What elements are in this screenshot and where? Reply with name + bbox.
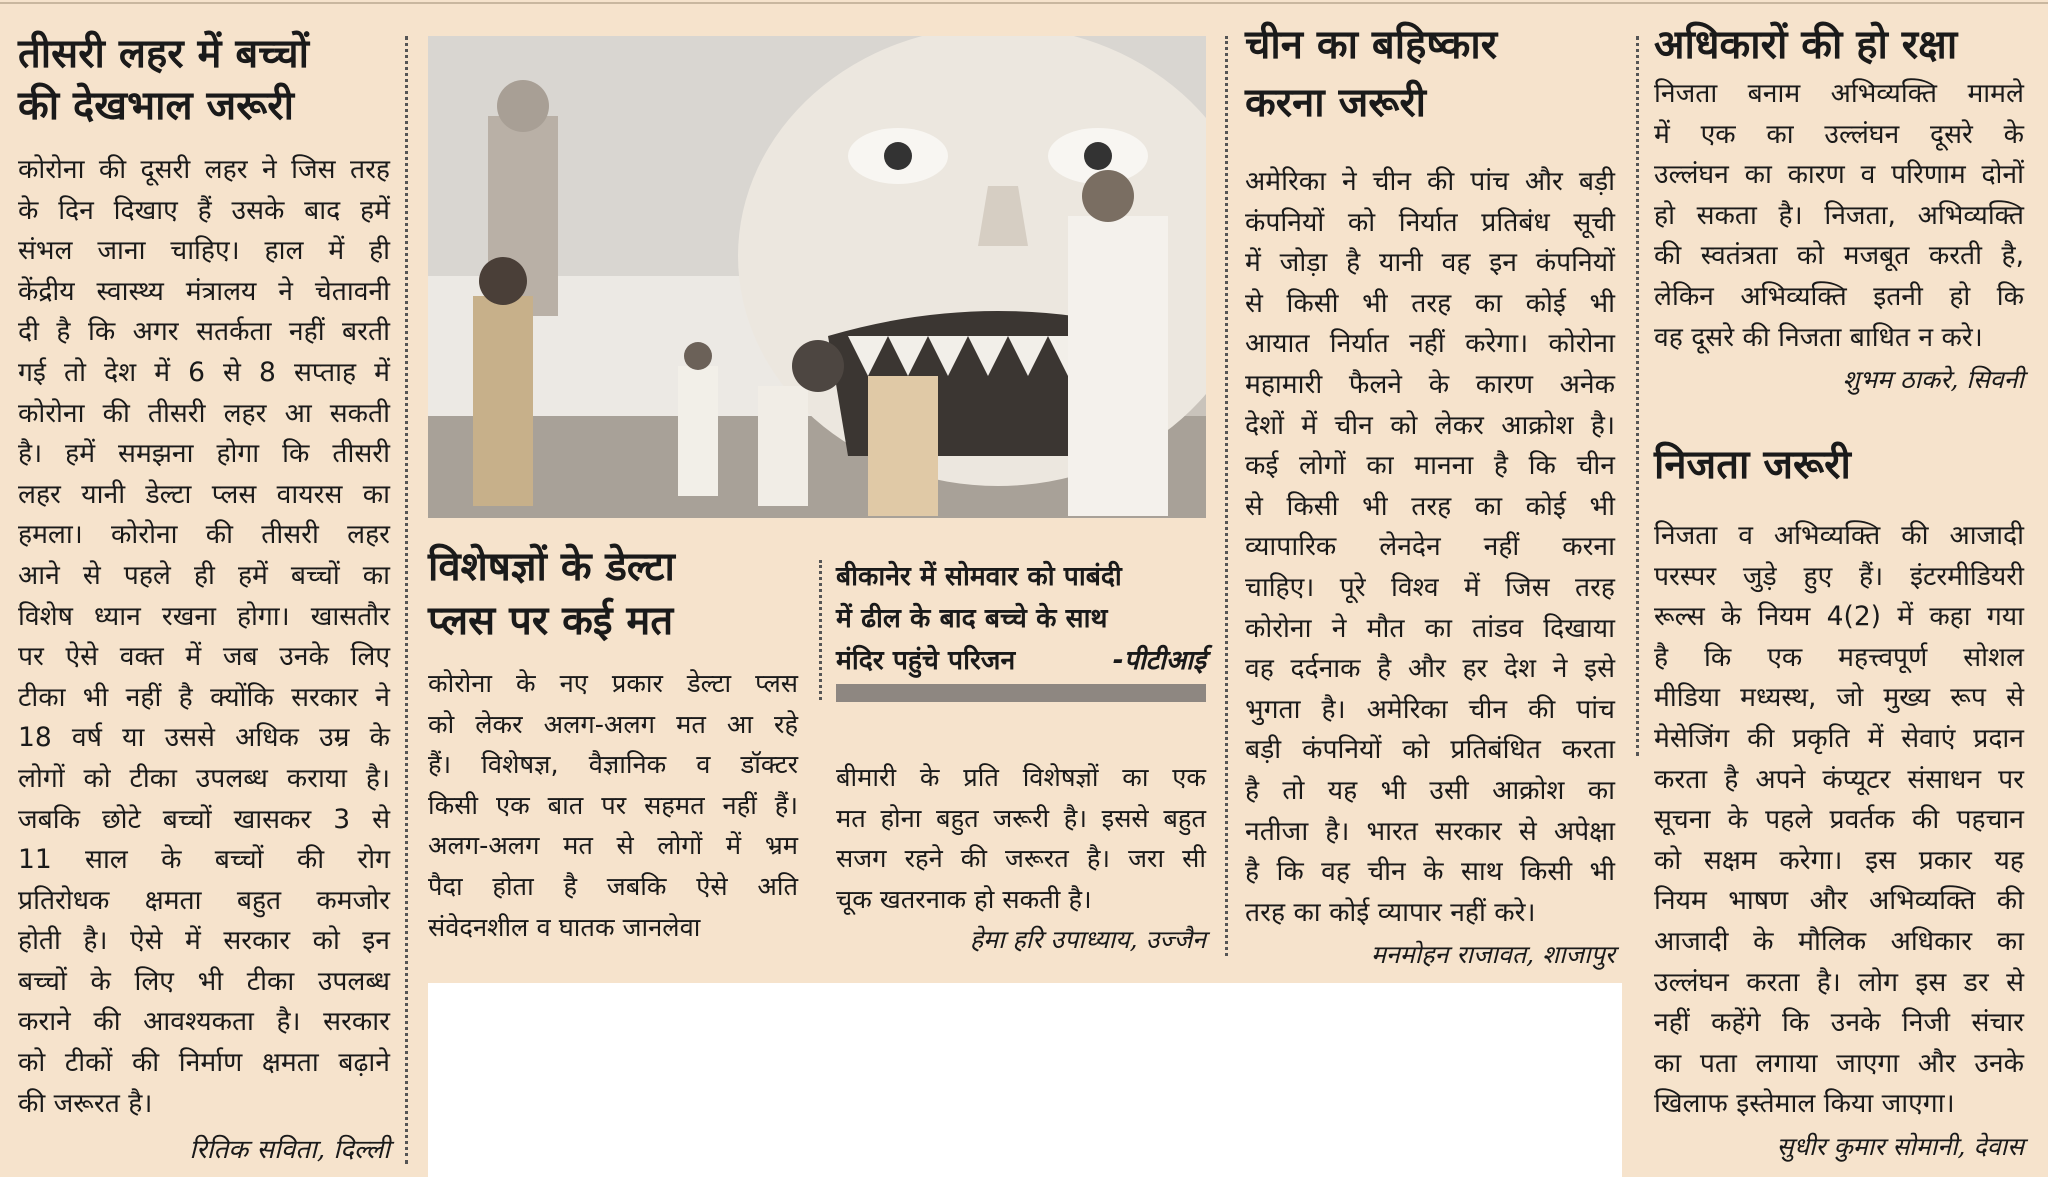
headline-line: करना जरूरी [1245,80,1427,126]
text-line: अलग-अलग मत से लोगों में भ्रम [428,831,798,862]
letter-delta-plus-body-right [836,758,1206,920]
text-line: खिलाफ इस्तेमाल किया जाएगा। [1654,1088,1955,1120]
headline-line: चीन का बहिष्कार [1245,22,1498,68]
text-line: रूल्स के नियम 4(2) में कहा गया [1654,601,2024,633]
text-line: कई लोगों का मानना है कि चीन [1245,450,1615,482]
column-divider [405,36,408,1164]
text-line: कराने की आवश्यकता है। सरकार [18,1006,390,1038]
letter-privacy-needed-headline: निजता जरूरी [1654,442,1851,488]
column-divider [1225,36,1228,956]
text-line: कंपनियों को निर्यात प्रतिबंध सूची [1245,206,1615,238]
text-line: आजादी के मौलिक अधिकार का [1654,925,2024,957]
text-line: प्रतिरोधक क्षमता बहुत कमजोर [18,884,390,916]
text-line: बड़ी कंपनियों को प्रतिबंधित करता [1245,734,1615,766]
text-line: में जोड़ा है यानी वह इन कंपनियों [1245,247,1615,279]
byline: मनमोहन राजावत, शाजापुर [1370,940,1615,970]
text-line: निजता व अभिव्यक्ति की आजादी [1654,520,2024,551]
caption-line: मंदिर पहुंचे परिजन [836,645,1016,676]
text-line: को सक्षम करेगा। इस प्रकार यह [1654,844,2024,876]
text-line: करता है अपने कंप्यूटर संसाधन पर [1654,763,2024,795]
text-line: मत होना बहुत जरूरी है। इससे बहुत [836,803,1206,834]
letter-boycott-china-headline [1245,16,1615,132]
text-line: में एक का उल्लंघन दूसरे के [1654,118,2024,150]
text-line: उल्लंघन करता है। लोग इस डर से [1654,966,2024,998]
letter-boycott-china [1245,16,1615,971]
text-line: आयात निर्यात नहीं करेगा। कोरोना [1245,328,1615,360]
text-line: मीडिया मध्यस्थ, जो मुख्य रूप से [1654,682,2024,714]
letter-third-wave-body [18,150,390,1124]
text-line: है कि एक महत्त्वपूर्ण सोशल [1654,641,2024,673]
letter-privacy-needed-body [1654,516,2024,1125]
headline-line: प्लस पर कई मत [428,598,674,644]
text-line: बीमारी के प्रति विशेषज्ञों का एक [836,763,1206,793]
letter-delta-plus-headline [428,540,798,648]
text-line: मेसेजिंग की प्रकृति में सेवाएं प्रदान [1654,722,2024,754]
text-line: से किसी भी तरह का कोई भी [1245,287,1615,319]
text-line: 18 वर्ष या उससे अधिक उम्र के [18,722,390,754]
photo-credit: -पीटीआई [1112,645,1206,676]
text-line: हैं। विशेषज्ञ, वैज्ञानिक व डॉक्टर [428,750,798,781]
text-line: को लेकर अलग-अलग मत आ रहे [428,709,798,740]
text-line: वह दर्दनाक है और हर देश ने इसे [1245,653,1615,685]
text-line: वह दूसरे की निजता बाधित न करे। [1654,321,1983,353]
text-line: जबकि छोटे बच्चों खासकर 3 से [18,803,390,835]
text-line: तरह का कोई व्यापार नहीं करे। [1245,896,1536,928]
text-line: सजग रहने की जरूरत है। जरा सी [836,844,1206,875]
caption-bar [836,684,1206,702]
text-line: है तो यह भी उसी आक्रोश का [1245,774,1615,806]
headline-line: की देखभाल जरूरी [18,83,294,129]
text-line: विशेष ध्यान रखना होगा। खासतौर [18,600,390,632]
byline: शुभम ठाकरे, सिवनी [1842,365,2024,395]
text-line: कोरोना के नए प्रकार डेल्टा प्लस [428,669,798,699]
text-line: दी है कि अगर सतर्कता नहीं बरती [18,316,390,348]
letter-third-wave-headline [18,28,390,132]
text-line: पर ऐसे वक्त में जब उनके लिए [18,641,390,673]
letter-delta-plus-continued [836,758,1206,956]
letter-protect-rights-headline: अधिकारों की हो रक्षा [1654,22,1958,68]
text-line: नियम भाषण और अभिव्यक्ति की [1654,885,2024,917]
text-line: पैदा होता है जबकि ऐसे अति [428,871,798,902]
caption-line: बीकानेर में सोमवार को पाबंदी [836,561,1122,592]
text-line: लोगों को टीका उपलब्ध कराया है। [18,762,390,794]
letter-protect-rights-body [1654,74,2024,358]
text-line: चाहिए। पूरे विश्व में जिस तरह [1245,571,1615,603]
text-line: चूक खतरनाक हो सकती है। [836,884,1092,915]
headline-line: तीसरी लहर में बच्चों [18,31,310,77]
byline: रितिक सविता, दिल्ली [189,1135,390,1166]
letter-protect-rights [1654,16,2024,396]
text-line: निजता बनाम अभिव्यक्ति मामले [1654,78,2024,109]
text-line: केंद्रीय स्वास्थ्य मंत्रालय ने चेतावनी [18,275,390,307]
text-line: गई तो देश में 6 से 8 सप्ताह में [18,356,390,388]
text-line: का पता लगाया जाएगा और उनके [1654,1047,2024,1079]
text-line: कोरोना ने मौत का तांडव दिखाया [1245,612,1615,644]
text-line: संवेदनशील व घातक जानलेवा [428,912,701,943]
top-rule [0,2,2048,4]
column-divider [1636,36,1639,756]
text-line: हमला। कोरोना की तीसरी लहर [18,519,390,551]
text-line: टीका भी नहीं है क्योंकि सरकार ने [18,681,390,713]
text-line: बच्चों के लिए भी टीका उपलब्ध [18,965,390,997]
news-photo [428,36,1206,518]
caption-divider [819,560,822,700]
text-line: आने से पहले ही हमें बच्चों का [18,559,390,591]
text-line: लहर यानी डेल्टा प्लस वायरस का [18,478,390,510]
text-line: की स्वतंत्रता को मजबूत करती है, [1654,240,2024,272]
text-line: से किसी भी तरह का कोई भी [1245,490,1615,522]
letter-delta-plus-body-left [428,664,798,948]
byline: सुधीर कुमार सोमानी, देवास [1776,1131,2024,1161]
text-line: हो सकता है। निजता, अभिव्यक्ति [1654,199,2024,231]
letter-privacy-needed [1654,438,2024,1163]
text-line: अमेरिका ने चीन की पांच और बड़ी [1245,166,1615,197]
text-line: महामारी फैलने के कारण अनेक [1245,368,1615,400]
text-line: देशों में चीन को लेकर आक्रोश है। [1245,409,1615,441]
text-line: की जरूरत है। [18,1087,153,1119]
letter-delta-plus [428,540,798,948]
text-line: भुगता है। अमेरिका चीन की पांच [1245,693,1615,725]
caption-line: में ढील के बाद बच्चे के साथ [836,603,1108,634]
text-line: संभल जाना चाहिए। हाल में ही [18,235,390,267]
text-line: सूचना के पहले प्रवर्तक की पहचान [1654,804,2024,836]
text-line: के दिन दिखाए हैं उसके बाद हमें [18,194,390,226]
byline: हेमा हरि उपाध्याय, उज्जैन [969,925,1206,955]
headline-line: विशेषज्ञों के डेल्टा [428,544,675,590]
text-line: को टीकों की निर्माण क्षमता बढ़ाने [18,1047,390,1079]
blank-advert-space [428,983,1622,1177]
text-line: नहीं कहेंगे कि उनके निजी संचार [1654,1007,2024,1039]
text-line: है कि वह चीन के साथ किसी भी [1245,856,1615,888]
letter-third-wave [18,28,390,1166]
text-line: कोरोना की दूसरी लहर ने जिस तरह [18,154,390,185]
text-line: कोरोना की तीसरी लहर आ सकती [18,397,390,429]
text-line: उल्लंघन का कारण व परिणाम दोनों [1654,159,2024,191]
text-line: है। हमें समझना होगा कि तीसरी [18,438,390,470]
text-line: व्यापारिक लेनदेन नहीं करना [1245,531,1615,563]
photo-caption [836,556,1206,682]
text-line: 11 साल के बच्चों की रोग [18,844,390,876]
text-line: परस्पर जुड़े हुए हैं। इंटरमीडियरी [1654,560,2024,592]
text-line: होती है। ऐसे में सरकार को इन [18,925,390,957]
letter-boycott-china-body [1245,162,1615,933]
text-line: किसी एक बात पर सहमत नहीं हैं। [428,790,798,821]
text-line: नतीजा है। भारत सरकार से अपेक्षा [1245,815,1615,847]
text-line: लेकिन अभिव्यक्ति इतनी हो कि [1654,280,2024,312]
